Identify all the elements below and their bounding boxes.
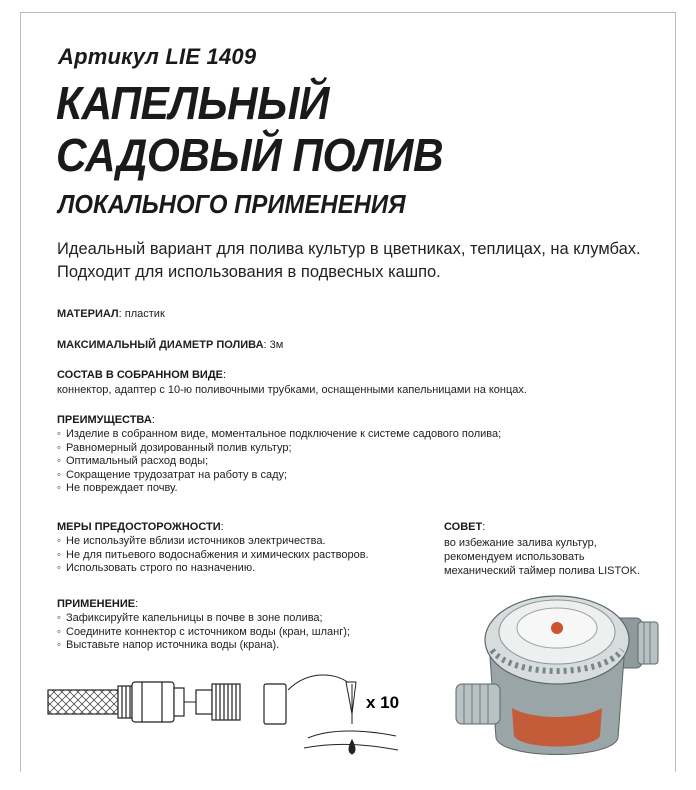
list-item: ◦ Выставьте напор источника воды (крана). [57, 639, 350, 653]
water-timer-icon [452, 588, 668, 763]
material-value: : пластик [118, 308, 165, 320]
advice-line-1: во избежание залива культур, [444, 537, 597, 549]
title-line-2: САДОВЫЙ ПОЛИВ [56, 129, 444, 181]
list-item: ◦ Не повреждает почву. [57, 482, 501, 496]
list-item: ◦ Использовать строго по назначению. [57, 562, 369, 576]
list-item: ◦ Соедините коннектор с источником воды (кран, шланг); [57, 626, 350, 640]
assembly-diagram [46, 660, 416, 760]
article-number: Артикул LIE 1409 [58, 44, 257, 69]
list-item: ◦ Изделие в собранном виде, моментальное подключение к системе садового полива; [57, 428, 501, 442]
hose-icon [48, 690, 118, 714]
advice-line-3: механический таймер полива LISTOK. [444, 565, 640, 577]
advice-heading: СОВЕТ: [444, 521, 486, 533]
timer-dial [485, 596, 629, 684]
list-item: ◦ Зафиксируйте капельницы в почве в зоне полива; [57, 612, 350, 626]
advantages-list [57, 428, 501, 496]
material-spec [57, 307, 165, 321]
title-line-3: ЛОКАЛЬНОГО ПРИМЕНЕНИЯ [58, 189, 406, 219]
composition-heading: СОСТАВ В СОБРАННОМ ВИДЕ: [57, 369, 227, 381]
intro-line-2: Подходит для использования в подвесных кашпо. [57, 263, 441, 281]
composition-text: коннектор, адаптер с 10-ю поливочными трубками, оснащенными капельницами на концах. [57, 384, 527, 396]
list-item: ◦ Не используйте вблизи источников электричества. [57, 535, 369, 549]
list-item: ◦ Не для питьевого водоснабжения и химических растворов. [57, 549, 369, 563]
intro-text [57, 238, 667, 284]
advice-text [444, 536, 640, 578]
list-item: ◦ Оптимальный расход воды; [57, 455, 501, 469]
multiplier-label: x 10 [366, 693, 400, 712]
list-item: ◦ Сокращение трудозатрат на работу в саду; [57, 469, 501, 483]
dripper-icon [288, 675, 398, 754]
frame-line-right [675, 12, 676, 772]
material-label: МАТЕРИАЛ [57, 308, 119, 320]
usage-list [57, 612, 350, 653]
frame-line-left [20, 12, 21, 772]
precautions-list [57, 535, 369, 576]
precautions-heading: МЕРЫ ПРЕДОСТОРОЖНОСТИ: [57, 521, 224, 533]
adapter-icon [196, 684, 240, 720]
intro-line-1: Идеальный вариант для полива культур в цветниках, теплицах, на клумбах. [57, 240, 641, 258]
advantages-heading: ПРЕИМУЩЕСТВА: [57, 414, 155, 426]
title-line-1: КАПЕЛЬНЫЙ [56, 77, 329, 129]
hose-connector-icon [118, 682, 184, 722]
list-item: ◦ Равномерный дозированный полив культур; [57, 442, 501, 456]
frame-line-top [20, 12, 676, 13]
diameter-spec [57, 338, 283, 352]
diameter-label: МАКСИМАЛЬНЫЙ ДИАМЕТР ПОЛИВА [57, 339, 264, 351]
usage-heading: ПРИМЕНЕНИЕ: [57, 598, 139, 610]
diameter-value: : 3м [263, 339, 284, 351]
advice-line-2: рекомендуем использовать [444, 551, 585, 563]
cap-icon [264, 684, 286, 724]
